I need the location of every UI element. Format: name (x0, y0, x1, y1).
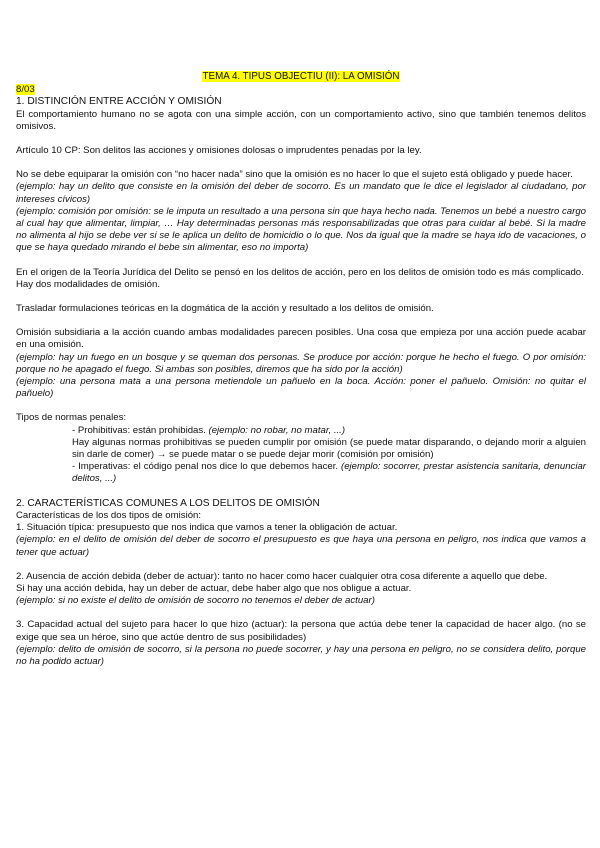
section1-heading: 1. DISTINCIÓN ENTRE ACCIÓN Y OMISIÓN (16, 96, 222, 108)
title-wrap (16, 71, 586, 83)
example-text: (ejemplo: una persona mata a una persona metiendole un pañuelo en la boca. Acción: poner el pañuelo. Omisión: no quitar el pañuelo) (16, 376, 586, 400)
norms-item (16, 425, 586, 437)
paragraph: Artículo 10 CP: Son delitos las acciones y omisiones dolosas o imprudentes penadas por la ley. (16, 145, 422, 157)
paragraph: 1. Situación típica: presupuesto que nos indica que vamos a tener la obligación de actuar. (16, 522, 398, 534)
paragraph: 2. Ausencia de acción debida (deber de actuar): tanto no hacer como hacer cualquier otra cosa diferente a aquello que debe. (16, 570, 548, 582)
paragraph: Omisión subsidiaria a la acción cuando ambas modalidades parecen posibles. Una cosa que empieza por una acción puede acabar en una omisión. (16, 327, 586, 351)
example-text: (ejemplo: hay un fuego en un bosque y se queman dos personas. Se produce por acción: porque he hecho el fuego. O por omisión: porque no he apagado el fuego. Si ambas son posibles, diremos que ha sido por la acción) (16, 351, 586, 375)
norms-heading: Tipos de normas penales: (16, 412, 127, 424)
example-text: (ejemplo: en el delito de omisión del deber de socorro el presupuesto es que haya una persona en peligro, nos indica que vamos a tener que actuar) (16, 534, 586, 558)
paragraph: No se debe equiparar la omisión con “no hacer nada” sino que la omisión es no hacer lo que el sujeto está obligado y puede hacer. (16, 169, 573, 181)
date-label: 8/03 (16, 84, 35, 96)
example-text: (ejemplo: comisión por omisión: se le imputa un resultado a una persona sin que haya hecho nada. Tenemos un bebé a nuestro cargo al cual hay que alimentar, limpiar, … Hay determinadas personas más responsabilizadas que otras para cuidar al bebé. Si la madre no alimenta al hijo se debe ver si se le aplica un delito de homicidio o lo que. Nos da igual que la madre se haya ido de vacaciones, o que se haya quedado mirando el bebe sin alimentar, eso no importa) (16, 205, 586, 254)
norms-item-example: (ejemplo: socorrer, prestar asistencia sanitaria, denunciar delitos, ...) (72, 461, 586, 485)
paragraph: El comportamiento humano no se agota con una simple acción, con un comportamiento activo, sino que también tenemos delitos omisivos. (16, 108, 586, 132)
norms-item (16, 461, 586, 485)
document-title: TEMA 4. TIPUS OBJECTIU (II): LA OMISIÓN (202, 71, 400, 82)
norms-item-text: - Imperativas: el código penal nos dice lo que debemos hacer. (72, 461, 341, 473)
paragraph: 3. Capacidad actual del sujeto para hacer lo que hizo (actuar): la persona que actúa debe tener la capacidad de hacer algo. (no se exige que sea un héroe, sino que actúe dentro de sus posibilidades) (16, 619, 586, 643)
section2-heading: 2. CARACTERÍSTICAS COMUNES A LOS DELITOS DE OMISIÓN (16, 497, 320, 509)
norms-item: Hay algunas normas prohibitivas se pueden cumplir por omisión (se puede matar disparando, o dejando morir a alguien sin darle de comer) → se puede matar o se puede dejar morir (comisión por omisión) (72, 436, 586, 461)
paragraph: Trasladar formulaciones teóricas en la dogmática de la acción y resultado a los delitos de omisión. (16, 303, 434, 315)
paragraph: Si hay una acción debida, hay un deber de actuar, debe haber algo que nos obligue a actuar. (16, 582, 412, 594)
section2-subheading: Características de los dos tipos de omisión: (16, 509, 202, 521)
norms-item-text: - Prohibitivas: están prohibidas. (72, 424, 209, 436)
document-page (16, 71, 586, 668)
paragraph: Hay dos modalidades de omisión. (16, 278, 160, 290)
example-text: (ejemplo: delito de omisión de socorro, si la persona no puede socorrer, y hay una persona en peligro, no se considera delito, porque no ha podido actuar) (16, 643, 586, 667)
paragraph: En el origen de la Teoría Jurídica del Delito se pensó en los delitos de acción, pero en los delitos de omisión todo es más complicado. (16, 266, 584, 278)
example-text: (ejemplo: hay un delito que consiste en la omisión del deber de socorro. Es un mandato que le dice el legislador al ciudadano, por intereses cívicos) (16, 181, 586, 205)
norms-item-example: (ejemplo: no robar, no matar, ...) (208, 424, 346, 436)
example-text: (ejemplo: si no existe el delito de omisión de socorro no tenemos el deber de actuar) (16, 595, 375, 607)
